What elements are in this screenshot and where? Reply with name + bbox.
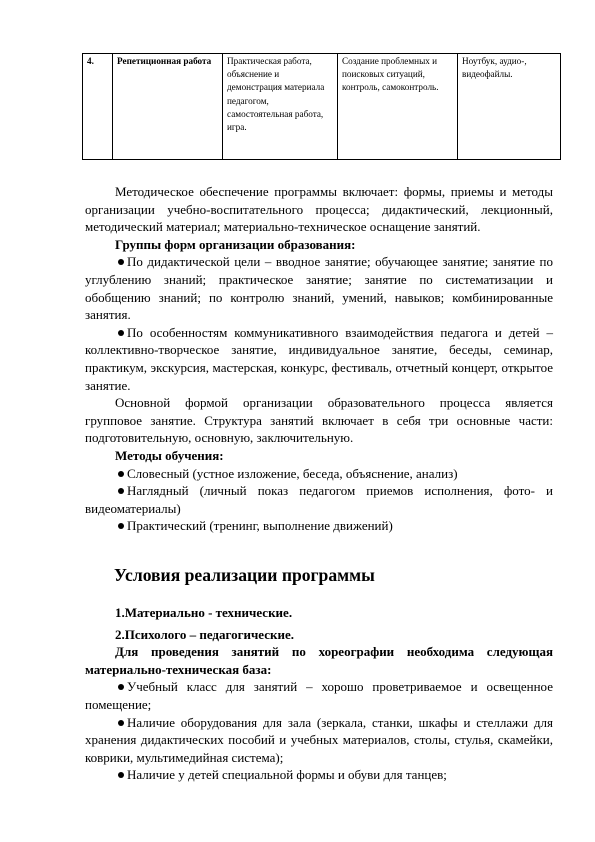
list-item [85,766,553,784]
methodical-support-paragraph: Методическое обеспечение программы включает: формы, приемы и методы организации учебно-воспитательного процесса; дидактический, лекционный, методический материал; материально-техническое оснащение занятий. [85,184,553,235]
visual-method-text: Наглядный (личный показ педагогом приемов исполнения, фото- и видеоматериалы) [85,483,553,516]
uniform-item-text: Наличие у детей специальной формы и обуви для танцев; [127,767,447,783]
list-item [85,517,553,535]
practical-method-text: Практический (тренинг, выполнение движений) [127,518,393,534]
list-item [85,714,553,767]
list-item [85,678,553,713]
bullet-icon [118,330,124,336]
hall-equipment-item-text: Наличие оборудования для зала (зеркала, станки, шкафы и стеллажи для хранения дидактических пособий и учебных материалов, столы, стулья, скамейки, коврики, мультимедийная система); [85,714,553,765]
psychological-item: 2.Психолого – педагогические. [115,626,294,642]
methods-cell: Практическая работа, объяснение и демонстрация материала педагогом, самостоятельная работа, игра. [223,54,338,160]
row-number: 4. [83,54,113,160]
list-item [85,324,553,394]
lesson-table [82,53,561,160]
communicative-item-text: По особенностям коммуникативного взаимодействия педагога и детей – коллективно-творческое занятие, индивидуальное занятие, беседы, семинар, практикум, экскурсия, мастерская, конкурс, фестиваль, отчетный концерт, открытое занятие. [85,324,553,393]
methods-section [85,183,553,535]
didactic-item-text: По дидактической цели – вводное занятие; обучающее занятие; занятие по углублению знаний; практическое занятие; занятие по систематизации и обобщению знаний; по контролю знаний, умений, навыков; комбинированные занятия. [85,254,553,323]
main-form-paragraph: Основной формой организации образовательного процесса является групповое занятие. Структура занятий включает в себя три основные части: подготовительную, основную, заключительную. [85,395,553,446]
equipment-cell: Ноутбук, аудио-, видеофайлы. [458,54,561,160]
classroom-item-text: Учебный класс для занятий – хорошо проветриваемое и освещенное помещение; [85,679,553,712]
verbal-method-text: Словесный (устное изложение, беседа, объяснение, анализ) [127,465,458,481]
bullet-icon [118,684,124,690]
section-title: Условия реализации программы [114,565,375,585]
lesson-name-cell: Репетиционная работа [113,54,223,160]
groups-heading: Группы форм организации образования: [115,236,356,252]
methods-heading: Методы обучения: [115,447,224,463]
bullet-icon [118,259,124,265]
bullet-icon [118,720,124,726]
table-row [83,54,561,160]
base-intro-paragraph: Для проведения занятий по хореографии необходима следующая материально-техническая база: [85,644,553,677]
list-item [85,465,553,483]
techniques-cell: Создание проблемных и поисковых ситуаций, контроль, самоконтроль. [338,54,458,160]
list-item [85,482,553,517]
bullet-icon [118,488,124,494]
bullet-icon [118,772,124,778]
bullet-icon [118,523,124,529]
conditions-section [85,604,553,784]
bullet-icon [118,471,124,477]
material-item: 1.Материально - технические. [115,605,293,620]
list-item [85,253,553,323]
